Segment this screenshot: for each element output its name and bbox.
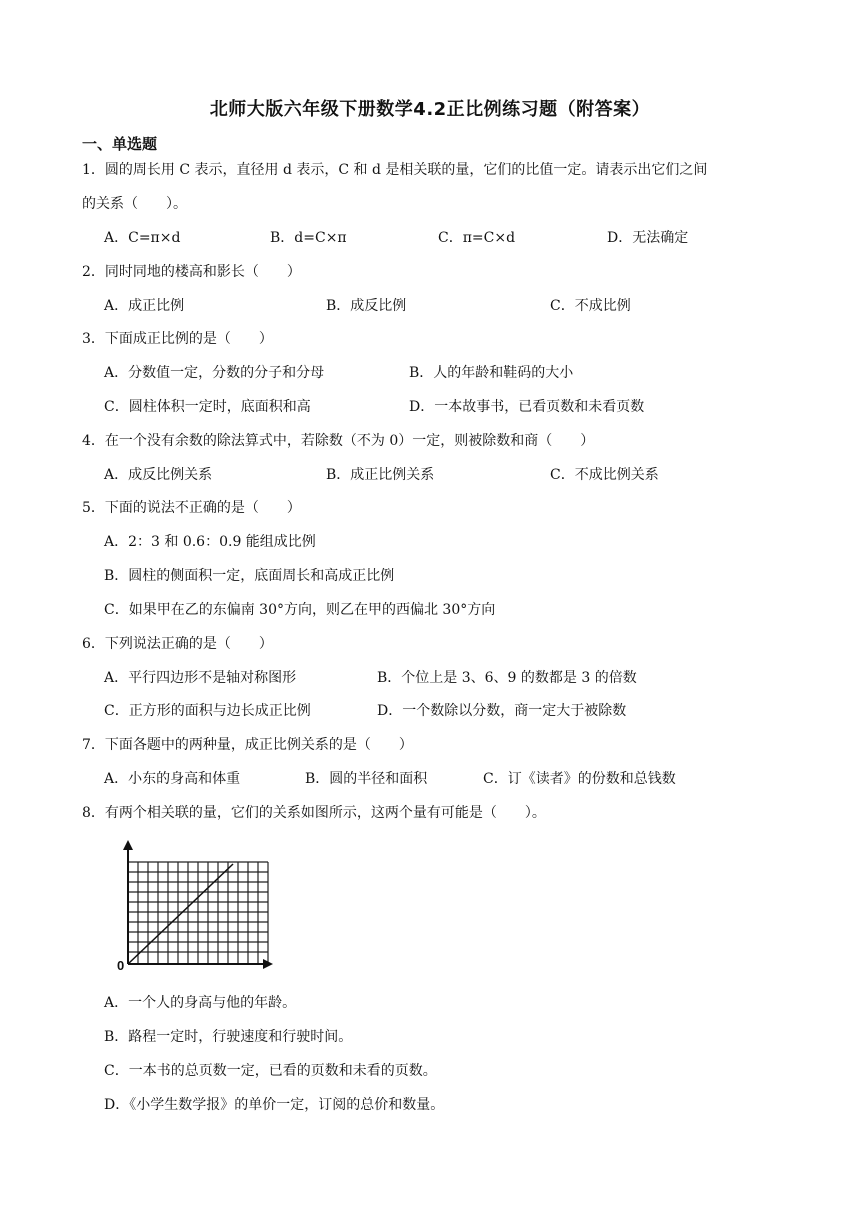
question-6-option-d: D．一个数除以分数，商一定大于被除数 (377, 703, 627, 719)
question-4-option-c: C．不成比例关系 (550, 467, 659, 483)
question-3-stem: 3．下面成正比例的是（ ） (82, 331, 273, 347)
question-2-stem: 2．同时同地的楼高和影长（ ） (82, 264, 301, 280)
question-2-option-a: A．成正比例 (104, 298, 185, 314)
question-7-stem: 7．下面各题中的两种量，成正比例关系的是（ ） (82, 737, 413, 753)
question-1-option-a: A．C=π×d (104, 230, 181, 246)
question-5-stem: 5．下面的说法不正确的是（ ） (82, 500, 301, 516)
question-6-option-b: B．个位上是 3、6、9 的数都是 3 的倍数 (377, 670, 637, 686)
question-4-option-b: B．成正比例关系 (326, 467, 435, 483)
question-7-option-c: C．订《读者》的份数和总钱数 (483, 771, 676, 787)
proportion-graph (115, 837, 275, 977)
question-7-option-b: B．圆的半径和面积 (305, 771, 428, 787)
question-6-option-a: A．平行四边形不是轴对称图形 (104, 670, 297, 686)
question-5-option-b: B．圆柱的侧面积一定，底面周长和高成正比例 (104, 568, 395, 584)
question-3-option-b: B．人的年龄和鞋码的大小 (409, 365, 574, 381)
question-6-stem: 6．下列说法正确的是（ ） (82, 636, 273, 652)
section-heading: 一、单选题 (82, 135, 158, 153)
question-8-option-c: C．一本书的总页数一定，已看的页数和未看的页数。 (104, 1063, 437, 1079)
question-8-option-d: D．《小学生数学报》的单价一定，订阅的总价和数量。 (104, 1097, 445, 1113)
question-3-option-d: D．一本故事书，已看页数和未看页数 (409, 399, 645, 415)
question-1-line-2: 的关系（ ）。 (82, 196, 187, 212)
question-8-option-a: A．一个人的身高与他的年龄。 (104, 995, 297, 1011)
question-6-option-c: C．正方形的面积与边长成正比例 (104, 703, 311, 719)
question-4-stem: 4．在一个没有余数的除法算式中，若除数（不为 0）一定，则被除数和商（ ） (82, 433, 595, 449)
question-8-stem: 8．有两个相关联的量，它们的关系如图所示，这两个量有可能是（ ）。 (82, 805, 546, 821)
question-3-option-a: A．分数值一定，分数的分子和分母 (104, 365, 325, 381)
graph-grid (128, 862, 268, 964)
question-1-option-b: B．d=C×π (270, 230, 347, 246)
question-5-option-c: C．如果甲在乙的东偏南 30°方向，则乙在甲的西偏北 30°方向 (104, 602, 496, 618)
question-7-option-a: A．小东的身高和体重 (104, 771, 241, 787)
question-5-option-a: A．2：3 和 0.6：0.9 能组成比例 (104, 534, 316, 550)
question-1-line-1: 1．圆的周长用 C 表示，直径用 d 表示，C 和 d 是相关联的量，它们的比值一定。请表示出它们之间 (82, 162, 708, 178)
question-1-option-c: C．π=C×d (438, 230, 516, 246)
question-2-option-c: C．不成比例 (550, 298, 631, 314)
graph-origin-label: 0 (117, 958, 125, 973)
question-3-option-c: C．圆柱体积一定时，底面积和高 (104, 399, 311, 415)
document-title: 北师大版六年级下册数学4.2正比例练习题（附答案） (209, 99, 651, 120)
question-8-option-b: B．路程一定时，行驶速度和行驶时间。 (104, 1029, 353, 1045)
graph-proportion-line (128, 864, 233, 964)
question-2-option-b: B．成反比例 (326, 298, 407, 314)
question-4-option-a: A．成反比例关系 (104, 467, 213, 483)
question-1-option-d: D．无法确定 (607, 230, 689, 246)
y-axis-arrow (123, 840, 133, 850)
